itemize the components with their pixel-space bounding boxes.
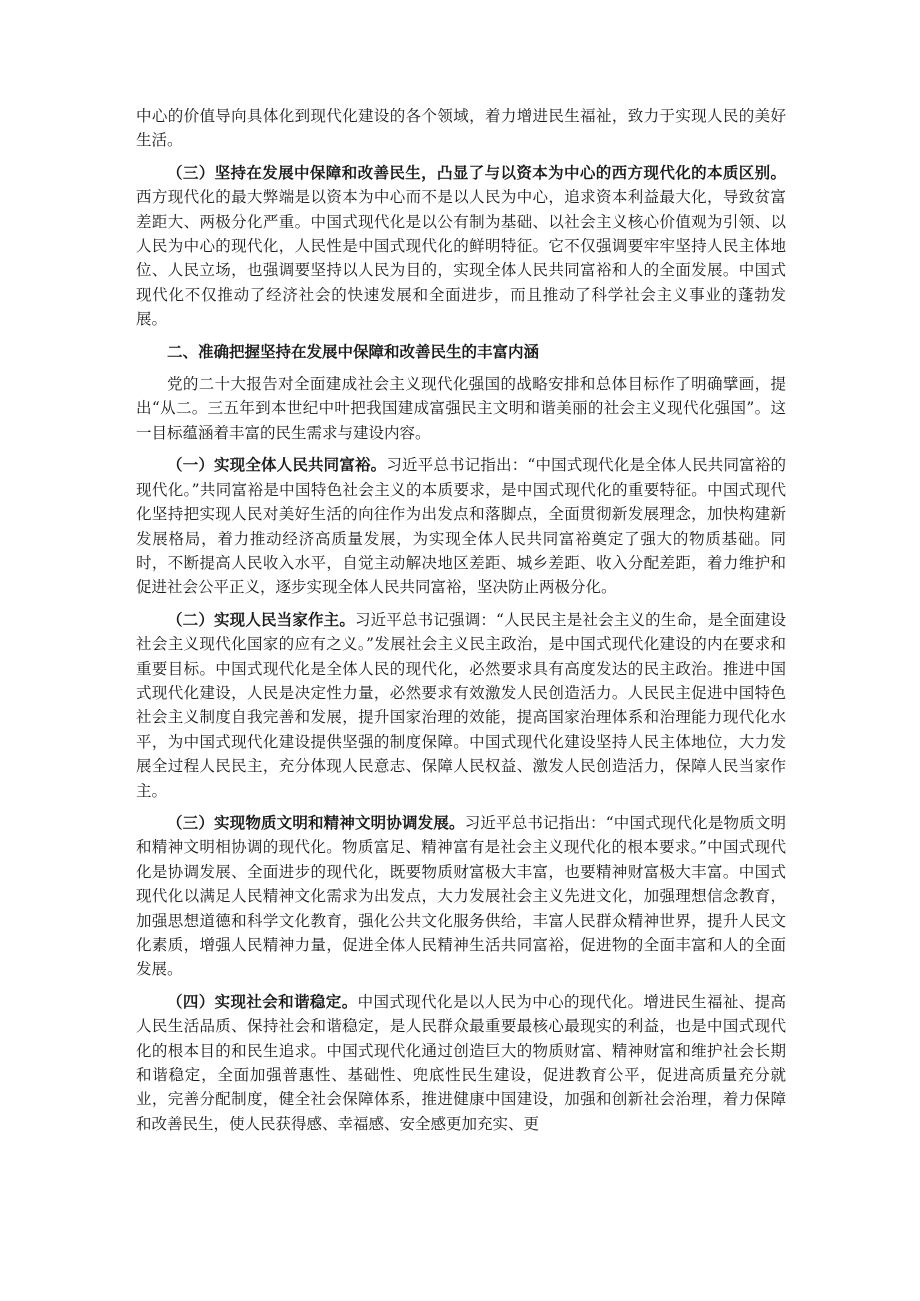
paragraph-lead: （四）实现社会和谐稳定。 <box>167 991 358 1011</box>
paragraph-text: 习近平总书记指出：“中国式现代化是全体人民共同富裕的现代化。”共同富裕是中国特色社会主义的本质要求，是中国式现代化的重要特征。中国式现代化坚持把实现人民对美好生活的向往作为出发点和落脚点，全面贯彻新发展理念，加快构建新发展格局，着力推动经济高质量发展，为实现全体人民共同富裕奠定了强大的物质基础。同时，不断提高人民收入水平，自觉主动解决地区差距、城乡差距、收入分配差距，着力维护和促进社会公平正义，逐步实现全体人民共同富裕，坚决防止两极分化。 <box>136 456 786 597</box>
paragraph-common-prosperity <box>136 453 786 599</box>
paragraph-material-spiritual <box>136 811 786 982</box>
paragraph-text: 习近平总书记强调：“人民民主是社会主义的生命，是全面建设社会主义现代化国家的应有之义。”发展社会主义民主政治，是中国式现代化建设的内在要求和重要目标。中国式现代化是全体人民的现代化，必然要求具有高度发达的民主政治。推进中国式现代化建设，人民是决定性力量，必然要求有效激发人民创造活力。人民民主促进中国特色社会主义制度自我完善和发展，提升国家治理的效能，提高国家治理体系和治理能力现代化水平，为中国式现代化建设提供坚强的制度保障。中国式现代化建设坚持人民主体地位，大力发展全过程人民民主，充分体现人民意志、保障人民权益、激发人民创造活力，保障人民当家作主。 <box>136 610 786 800</box>
paragraph-text: 西方现代化的最大弊端是以资本为中心而不是以人民为中心，追求资本利益最大化，导致贫富差距大、两极分化严重。中国式现代化是以公有制为基础、以社会主义核心价值观为引领、以人民为中心的现代化，人民性是中国式现代化的鲜明特征。它不仅强调要牢牢坚持人民主体地位、人民立场，也强调要坚持以人民为目的，实现全体人民共同富裕和人的全面发展。中国式现代化不仅推动了经济社会的快速发展和全面进步，而且推动了科学社会主义事业的蓬勃发展。 <box>136 188 786 329</box>
paragraph-text: 习近平总书记指出：“中国式现代化是物质文明和精神文明相协调的现代化。物质富足、精神富有是社会主义现代化的根本要求。”中国式现代化是协调发展、全面进步的现代化，既要物质财富极大丰富，也要精神财富极大丰富。中国式现代化以满足人民精神文化需求为出发点，大力发展社会主义先进文化，加强理想信念教育，加强思想道德和科学文化教育，强化公共文化服务供给，丰富人民群众精神世界，提升人民文化素质，增强人民精神力量，促进全体人民精神生活共同富裕，促进物的全面丰富和人的全面发展。 <box>136 813 786 979</box>
paragraph-social-harmony <box>136 990 786 1136</box>
paragraph-lead: （一）实现全体人民共同富裕。 <box>167 455 387 475</box>
document-body <box>136 104 786 1144</box>
paragraph-people-masters <box>136 608 786 803</box>
paragraph-text: 党的二十大报告对全面建成社会主义现代化强国的战略安排和总体目标作了明确擘画，提出“从二。三五年到本世纪中叶把我国建成富强民主文明和谐美丽的社会主义现代化强国”。这一目标蕴涵着丰富的民生需求与建设内容。 <box>136 375 786 442</box>
paragraph-text: 中国式现代化是以人民为中心的现代化。增进民生福祉、提高人民生活品质、保持社会和谐稳定，是人民群众最重要最核心最现实的利益，也是中国式现代化的根本目的和民生追求。中国式现代化通过创造巨大的物质财富、精神财富和维护社会长期和谐稳定，全面加强普惠性、基础性、兜底性民生建设，促进教育公平，促进高质量充分就业，完善分配制度，健全社会保障体系，推进健康中国建设，加强和创新社会治理，着力保障和改善民生，使人民获得感、幸福感、安全感更加充实、更 <box>136 992 786 1133</box>
paragraph-lead: （三）坚持在发展中保障和改善民生，凸显了与以资本为中心的西方现代化的本质区别。 <box>167 162 786 182</box>
paragraph-lead: （三）实现物质文明和精神文明协调发展。 <box>167 812 465 832</box>
paragraph-text: 中心的价值导向具体化到现代化建设的各个领域，着力增进民生福祉，致力于实现人民的美好生活。 <box>136 107 786 150</box>
paragraph-section-3 <box>136 161 786 332</box>
section-heading-2: 二、准确把握坚持在发展中保障和改善民生的丰富内涵 <box>167 341 540 361</box>
paragraph-continuation <box>136 104 786 153</box>
paragraph-intro <box>136 372 786 445</box>
paragraph-lead: （二）实现人民当家作主。 <box>167 609 356 629</box>
